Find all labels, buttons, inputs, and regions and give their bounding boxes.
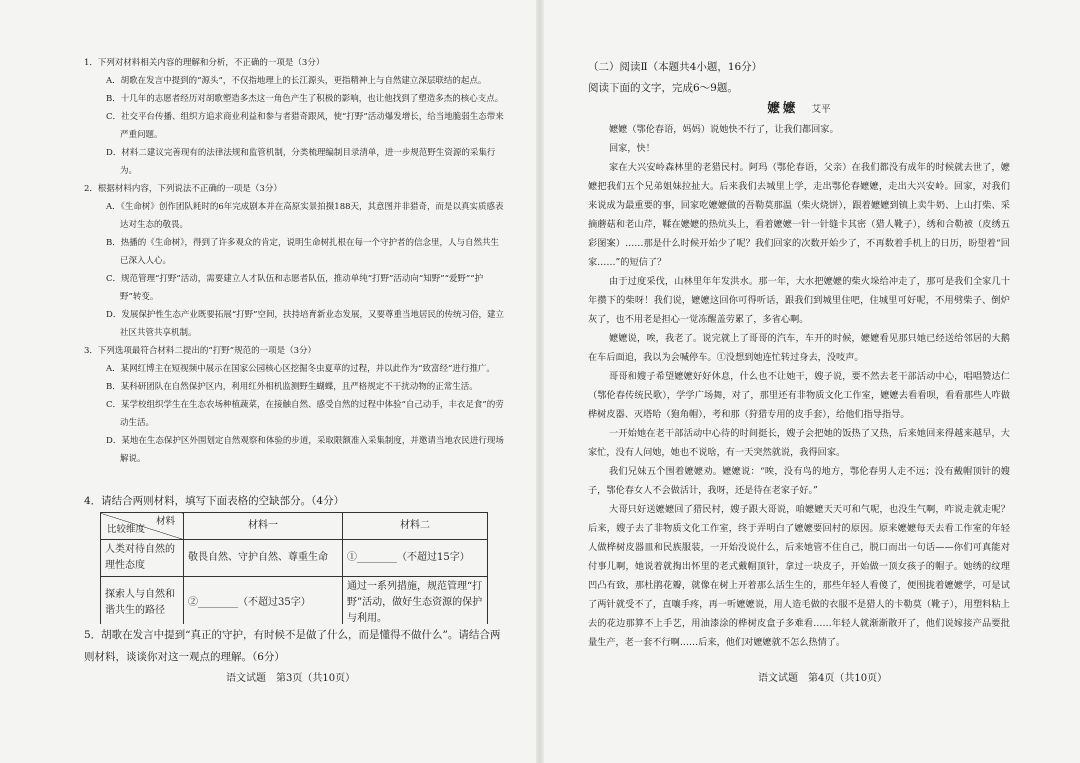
q5-stem: 5．胡歌在发言中提到“真正的守护，有时候不是做了什么，而是懂得不做什么”。请结合两则材料，谈谈你对这一观点的理解。（6分） [84,624,504,668]
section-heading: （二）阅读Ⅱ（本题共4小题，16分） [588,61,763,73]
q3-option-b: B．某科研团队在自然保护区内，利用红外相机监测野生蝴蝶，且严格规定不干扰动物的正常生活。 [106,382,478,392]
article-author: 艾平 [811,104,831,115]
comparison-table [100,512,488,630]
table-row2-cell2: 通过一系列措施，规范管理“打野”活动，做好生态资源的保护与利用。 [343,577,488,630]
article-body [588,120,1010,652]
article-title-line [588,97,1010,121]
paragraph: 大哥只好送嬷嬷回了猎民村，嫂子跟大哥说，咱嬷嬷天天可和气呢，也没生气啊，咋说走就走呢？后来，嫂子去了非物质文化工作室，终于弄明白了嬷嬷要回村的原因。原来嬷嬷每天去看工作室的年轻人做桦树皮器皿和民族服装，一开始没说什么，后来她管不住自己，脱口而出一句话——你们可真能对付事儿啊，她说着就掏出怀里的老式戴帽顶针，拿过一块皮子，开始做一顶女孩子的帽子。她绣的纹理凹凸有致，那杜鹃花瓣，就像在树上开着那么活生生的，那些年轻人看傻了，便围拢着嬷嬷学，可是试了两针就受不了，直嚷手疼，再一听嬷嬷说，用人造毛做的衣服不是猎人的卡勒莫（靴子），用塑料粘上去的花边那算不上手艺，用油漆涂的桦树皮盒子多难看……年轻人就渐渐散开了，他们说嫁接产品要批量生产，老一套不行啊……后来，他们对嬷嬷就不怎么热情了。 [588,504,1010,648]
paragraph: 由于过度采伐，山林里年年发洪水。那一年，大水把嬷嬷的柴火垛给冲走了，那可是我们全家几十年攒下的柴呀！我们说，嬷嬷这回你可得听话，跟我们到城里住吧，住城里可好呢，不用劈柴子、倒炉灰了，也不用老是担心一觉冻醒盖劳累了，多省心啊。 [588,276,1010,325]
table-row1-label: 人类对待自然的理性态度 [101,540,184,577]
table-header-material: 材料 [155,516,175,527]
q3-option-a: A．某网红博主在短视频中展示在国家公园核心区挖掘冬虫夏草的过程，并以此作为“致富经”进行推广。 [106,364,495,374]
table-col-material-2: 材料二 [343,513,488,540]
q2-stem: 2．根据材料内容，下列说法不正确的一项是（3分） [84,184,282,194]
right-page-footer: 语文试题 第4页（共10页） [758,673,888,684]
paragraph: 家在大兴安岭森林里的老猎民村。阿玛（鄂伦春语，父亲）在我们都没有成年的时候就去世了，嬷嬷把我们五个兄弟姐妹拉扯大。后来我们去城里上学，走出鄂伦春嬷嬷，走出大兴安岭。回家，对我们来说成为最重要的事，回家吃嬷嬷做的吾勒莫那温（柴火烧饼），跟着嬷嬷到镇上卖牛奶、上山打柴、采摘蘑菇和老山芹，鞣在嬷嬷的热炕头上，看着嬷嬷一针一针缝卡其密（猎人靴子），绣和合勒被（皮绣五彩图案）……那是什么时候开始少了呢？我们回家的次数开始少了，不再数着手机上的日历，盼望着“回家……”的短信了？ [588,162,1010,268]
q2-option-d: D．发展保护性生态产业既要拓展“打野”空间，扶持培育新业态发展，又要尊重当地居民的传统习俗，建立社区共管共享机制。 [106,310,505,338]
q2-option-a: A．《生命树》创作团队耗时的6年完成剧本并在高原实景拍摄188天，其意图并非猎奇，而是以真实质感表达对生态的敬畏。 [106,202,504,230]
article-title: 嬷嬷 [767,100,799,115]
paragraph: 回家，快！ [609,143,655,154]
paragraph: 一开始她在老干部活动中心待的时间挺长，嫂子会把她的饭热了又热，后来她回来得越来越早，大家忙，没有人问她，她也不说啥，有一天突然就说，我得回家。 [588,428,1010,458]
q1-option-a: A．胡歌在发言中提到的“源头”，不仅指地理上的长江源头，更指精神上与自然建立深层联结的起点。 [106,76,487,86]
left-page-footer: 语文试题 第3页（共10页） [226,673,356,684]
paragraph: 我们兄妹五个围着嬷嬷劝。嬷嬷说：“唉，没有鸟的地方，鄂伦春男人走不远；没有戴帽顶针的嫂子，鄂伦春女人不会做活计，我呀，还是待在老家子好。” [588,466,1010,496]
q2-option-b: B．热播的《生命树》，得到了许多观众的肯定，说明生命树扎根在每一个守护者的信念里，人与自然共生已深入人心。 [106,238,500,266]
paragraph: 嬷嬷（鄂伦春语，妈妈）说她快不行了，让我们都回家。 [609,124,839,135]
reading-instruction: 阅读下面的文字，完成6～9题。 [588,82,738,94]
table-corner-header [101,513,184,540]
q4-stem: 4．请结合两则材料，填写下面表格的空缺部分。（4分） [84,490,504,512]
q3-stem: 3．下列选项最符合材料二提出的“打野”规范的一项是（3分） [84,346,317,356]
q1-option-b: B．十几年的志愿者经历对胡歌塑造多杰这一角色产生了积极的影响，也让他找到了塑造多杰的核心支点。 [106,94,504,104]
q1-stem: 1．下列对材料相关内容的理解和分析，不正确的一项是（3分） [84,58,325,68]
paragraph: 嬷嬷说，唉，我老了。说完就上了哥哥的汽车，车开的时候，嬷嬷看见那只她已经送给邻居的大鹅在车后面追，我以为会喊停车。①没想到她连忙转过身去，没吱声。 [588,333,1010,363]
table-row1-cell1: 敬畏自然、守护自然、尊重生命 [184,540,343,577]
table-row2-label: 探索人与自然和谐共生的路径 [101,577,184,630]
q2-option-c: C．规范管理“打野”活动，需要建立人才队伍和志愿者队伍，推动单纯“打野”活动向“知野”“爱野”“护野”转变。 [106,274,484,302]
table-row2-blank: ②________（不超过35字） [184,577,343,630]
table-col-material-1: 材料一 [184,513,343,540]
table-row1-blank: ①________（不超过15字） [343,540,488,577]
q3-option-c: C．某学校组织学生在生态农场种植蔬菜，在接触自然、感受自然的过程中体验“自己动手，丰衣足食”的劳动生活。 [106,400,504,428]
page-fold [536,0,544,763]
q1-option-c: C．社交平台传播、组织方追求商业利益和参与者猎奇跟风，使“打野”活动爆发增长，给当地脆弱生态带来严重问题。 [106,112,504,140]
paragraph: 哥哥和嫂子希望嬷嬷好好休息，什么也不让她干，嫂子说，要不然去老干部活动中心，唱唱赞达仁（鄂伦春传统民歌），学学广场舞，对了，那里还有非物质文化工作室，嬷嬷去看看呗，看看那些人咋做桦树皮器、灭塔哈（狍角帽），考和那（狩猎专用的皮手套），给他们指导指导。 [588,371,1010,420]
q1-option-d: D．材料二建议完善现有的法律法规和监管机制，分类梳理编制目录清单，进一步规范野生资源的采集行为。 [106,148,496,176]
q3-option-d: D．某地在生态保护区外围划定自然观察和体验的步道，采取限额准入采集制度，并邀请当地农民进行现场解说。 [106,436,504,464]
table-header-dimension: 比较维度 [107,524,146,535]
